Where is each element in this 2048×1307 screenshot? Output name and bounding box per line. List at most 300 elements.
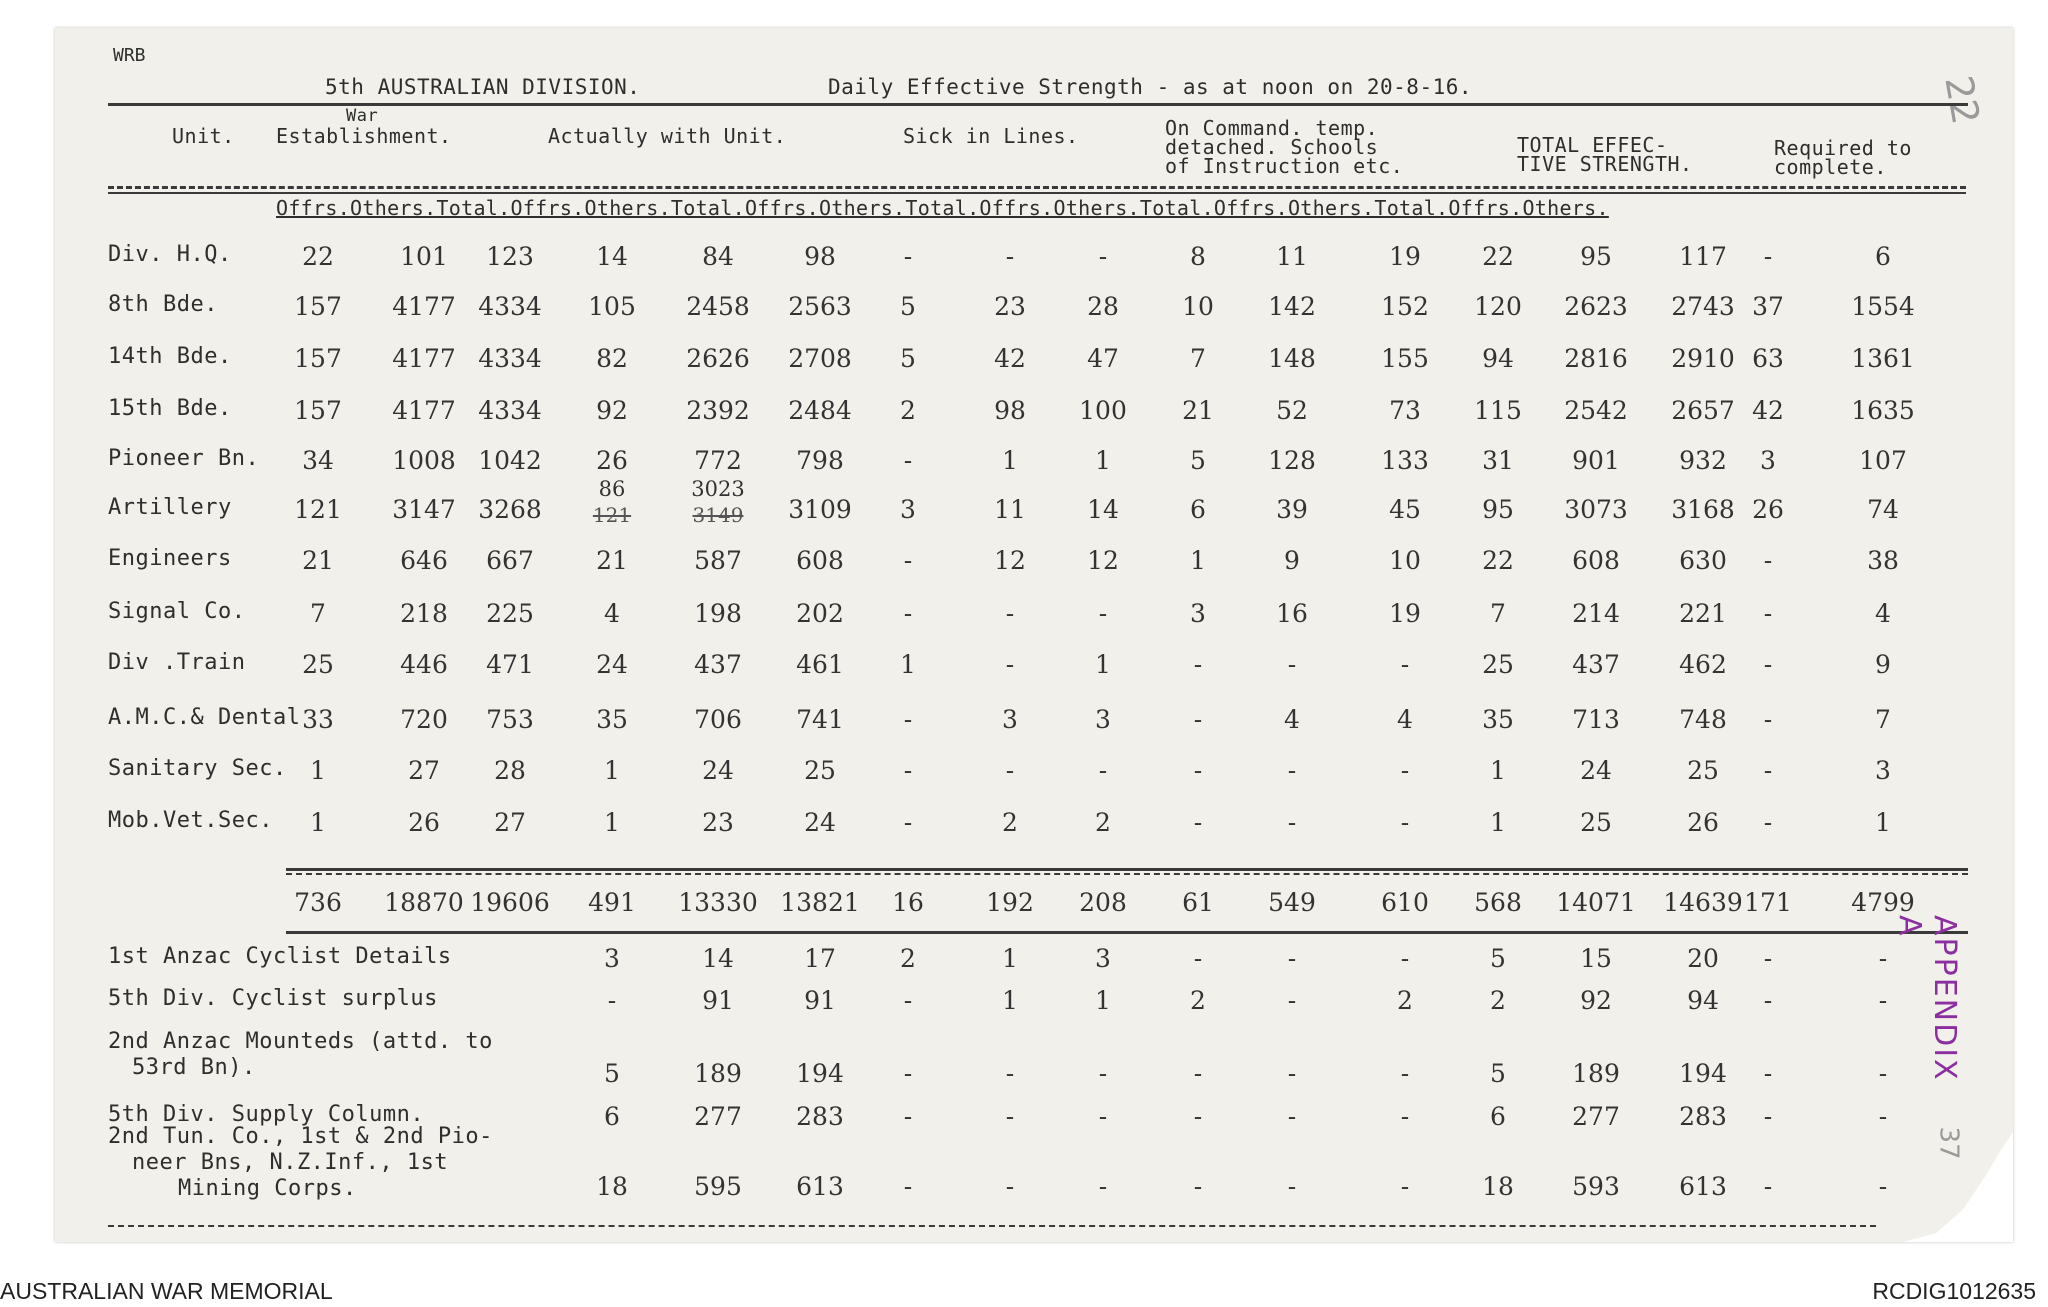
cell-value: 713 xyxy=(1572,705,1620,734)
cell-value: 2623 xyxy=(1564,292,1628,321)
cell-value: 11 xyxy=(994,495,1026,524)
bottom-rule xyxy=(108,1225,1876,1227)
cell-value: 2563 xyxy=(788,292,852,321)
totals-rule-bottom xyxy=(286,931,1968,934)
cell-value: 630 xyxy=(1679,546,1727,575)
cell-value: 3 xyxy=(1875,756,1891,785)
cell-value: 5 xyxy=(900,292,916,321)
cell-value: 608 xyxy=(1572,546,1620,575)
cell-value: 152 xyxy=(1381,292,1429,321)
attached-cell-value: 91 xyxy=(702,986,734,1015)
cell-value: 3 xyxy=(1190,599,1206,628)
cell-value: - xyxy=(1005,242,1015,271)
unit-label: Pioneer Bn. xyxy=(108,446,260,471)
cell-value: 148 xyxy=(1268,344,1316,373)
unit-label: Div. H.Q. xyxy=(108,242,232,267)
unit-label: Signal Co. xyxy=(108,599,246,624)
cell-value: - xyxy=(1005,756,1015,785)
attached-cell-value: - xyxy=(1400,944,1410,973)
attached-cell-value: 5 xyxy=(1490,944,1506,973)
attached-unit-label: 1st Anzac Cyclist Details xyxy=(108,944,452,969)
column-header-actual: Actually with Unit. xyxy=(548,124,787,148)
attached-unit-label: 53rd Bn). xyxy=(132,1055,256,1080)
cell-value: 107 xyxy=(1859,446,1907,475)
pencil-note: 37 xyxy=(1933,1126,1964,1160)
cell-value: - xyxy=(903,756,913,785)
total-value: 14639 xyxy=(1663,888,1743,917)
cell-value: - xyxy=(1193,808,1203,837)
attached-cell-value: 1 xyxy=(1002,986,1018,1015)
cell-value: 94 xyxy=(1482,344,1514,373)
total-value: 610 xyxy=(1381,888,1429,917)
attached-cell-value: 189 xyxy=(1572,1059,1620,1088)
cell-value: 2743 xyxy=(1671,292,1735,321)
cell-value: 608 xyxy=(796,546,844,575)
cell-value: 128 xyxy=(1268,446,1316,475)
cell-value: 45 xyxy=(1389,495,1421,524)
cell-value: 26 xyxy=(1687,808,1719,837)
cell-value: 198 xyxy=(694,599,742,628)
cell-value: 12 xyxy=(1087,546,1119,575)
attached-cell-value: - xyxy=(1878,1059,1888,1088)
attached-cell-value: - xyxy=(1400,1102,1410,1131)
totals-rule-top xyxy=(286,868,1968,871)
attached-cell-value: - xyxy=(1005,1059,1015,1088)
column-header-required: Required to xyxy=(1774,136,1912,160)
attached-cell-value: 18 xyxy=(1482,1172,1514,1201)
cell-value: 42 xyxy=(994,344,1026,373)
cell-value: 23 xyxy=(702,808,734,837)
cell-value: 2910 xyxy=(1671,344,1735,373)
column-header-command: detached. Schools xyxy=(1165,135,1379,159)
column-header-required: complete. xyxy=(1774,155,1887,179)
cell-value: - xyxy=(1763,599,1773,628)
cell-value: 142 xyxy=(1268,292,1316,321)
unit-label: Div .Train xyxy=(108,650,246,675)
attached-cell-value: - xyxy=(1763,1102,1773,1131)
cell-value: - xyxy=(1763,242,1773,271)
cell-value: - xyxy=(1287,650,1297,679)
cell-value: 120 xyxy=(1474,292,1522,321)
total-value: 16 xyxy=(892,888,924,917)
cell-value: 1 xyxy=(1095,650,1111,679)
cell-value: - xyxy=(903,599,913,628)
unit-label: Mob.Vet.Sec. xyxy=(108,808,273,833)
unit-label: Artillery xyxy=(108,495,232,520)
totals-rule-top-2 xyxy=(286,873,1968,875)
cell-value: 2484 xyxy=(788,396,852,425)
cell-value: 214 xyxy=(1572,599,1620,628)
cell-value: 1361 xyxy=(1851,344,1915,373)
cell-value: 9 xyxy=(1875,650,1891,679)
cell-value: 33 xyxy=(302,705,334,734)
cell-value: 2 xyxy=(1002,808,1018,837)
cell-value: 86 xyxy=(598,477,626,501)
attached-cell-value: - xyxy=(1287,1172,1297,1201)
attached-cell-value: 194 xyxy=(1679,1059,1727,1088)
cell-value: 4334 xyxy=(478,396,542,425)
attached-cell-value: 6 xyxy=(604,1102,620,1131)
cell-value: 63 xyxy=(1752,344,1784,373)
cell-value: 901 xyxy=(1572,446,1620,475)
column-header-war: War xyxy=(346,106,379,126)
attached-cell-value: - xyxy=(1763,1172,1773,1201)
attached-cell-value: 94 xyxy=(1687,986,1719,1015)
cell-value: 471 xyxy=(486,650,534,679)
cell-value: 157 xyxy=(294,396,342,425)
cell-value: 26 xyxy=(596,446,628,475)
attached-cell-value: 3 xyxy=(604,944,620,973)
attached-cell-value: 189 xyxy=(694,1059,742,1088)
cell-value: 4 xyxy=(1284,705,1300,734)
cell-value: 446 xyxy=(400,650,448,679)
attached-cell-value: 18 xyxy=(596,1172,628,1201)
cell-value: 31 xyxy=(1482,446,1514,475)
cell-value: 1008 xyxy=(392,446,456,475)
attached-cell-value: - xyxy=(1193,944,1203,973)
cell-value: 14 xyxy=(596,242,628,271)
cell-value: - xyxy=(1098,242,1108,271)
total-value: 171 xyxy=(1744,888,1792,917)
cell-value: 798 xyxy=(796,446,844,475)
cell-value: 11 xyxy=(1276,242,1308,271)
cell-value: 14 xyxy=(1087,495,1119,524)
attached-cell-value: - xyxy=(1763,986,1773,1015)
attached-cell-value: - xyxy=(1878,1172,1888,1201)
cell-value: 52 xyxy=(1276,396,1308,425)
footer-right: RCDIG1012635 xyxy=(1872,1278,2036,1304)
cell-value: 27 xyxy=(494,808,526,837)
column-header-unit: Unit. xyxy=(172,124,235,148)
cell-value: 26 xyxy=(408,808,440,837)
cell-value: 25 xyxy=(302,650,334,679)
cell-value: - xyxy=(1763,705,1773,734)
attached-cell-value: 5 xyxy=(1490,1059,1506,1088)
total-value: 568 xyxy=(1474,888,1522,917)
attached-cell-value: - xyxy=(1005,1102,1015,1131)
attached-cell-value: 1 xyxy=(1095,986,1111,1015)
total-value: 14071 xyxy=(1556,888,1636,917)
cell-value: 3147 xyxy=(392,495,456,524)
cell-value: 1554 xyxy=(1851,292,1915,321)
cell-value: - xyxy=(903,546,913,575)
cell-value: 4 xyxy=(604,599,620,628)
cell-value: 95 xyxy=(1482,495,1514,524)
attached-cell-value: - xyxy=(1287,944,1297,973)
cell-value: 74 xyxy=(1867,495,1899,524)
column-header-command: On Command. temp. xyxy=(1165,116,1379,140)
cell-value: 4 xyxy=(1397,705,1413,734)
cell-value: 437 xyxy=(694,650,742,679)
cell-value: 4334 xyxy=(478,292,542,321)
attached-cell-value: - xyxy=(903,986,913,1015)
column-header-effective: TOTAL EFFEC- xyxy=(1517,133,1668,157)
total-value: 61 xyxy=(1182,888,1214,917)
struck-value: 3149 xyxy=(692,503,744,527)
cell-value: 1042 xyxy=(478,446,542,475)
cell-value: 22 xyxy=(1482,242,1514,271)
attached-cell-value: 277 xyxy=(694,1102,742,1131)
cell-value: 21 xyxy=(596,546,628,575)
cell-value: 461 xyxy=(796,650,844,679)
cell-value: - xyxy=(1763,808,1773,837)
attached-cell-value: - xyxy=(1400,1172,1410,1201)
cell-value: 3109 xyxy=(788,495,852,524)
cell-value: 10 xyxy=(1389,546,1421,575)
attached-cell-value: 17 xyxy=(804,944,836,973)
attached-cell-value: - xyxy=(1193,1172,1203,1201)
cell-value: 157 xyxy=(294,292,342,321)
cell-value: 202 xyxy=(796,599,844,628)
cell-value: 22 xyxy=(1482,546,1514,575)
cell-value: 84 xyxy=(702,242,734,271)
attached-cell-value: 91 xyxy=(804,986,836,1015)
attached-cell-value: - xyxy=(1287,1102,1297,1131)
cell-value: - xyxy=(903,446,913,475)
column-header-war: Establishment. xyxy=(276,124,452,148)
cell-value: - xyxy=(903,808,913,837)
attached-cell-value: - xyxy=(903,1172,913,1201)
cell-value: 35 xyxy=(1482,705,1514,734)
cell-value: 4 xyxy=(1875,599,1891,628)
attached-cell-value: 283 xyxy=(796,1102,844,1131)
attached-cell-value: - xyxy=(1193,1102,1203,1131)
cell-value: 10 xyxy=(1182,292,1214,321)
cell-value: 221 xyxy=(1679,599,1727,628)
attached-unit-label: 5th Div. Cyclist surplus xyxy=(108,986,438,1011)
cell-value: 25 xyxy=(1482,650,1514,679)
cell-value: 8 xyxy=(1190,242,1206,271)
attached-cell-value: 194 xyxy=(796,1059,844,1088)
attached-cell-value: 14 xyxy=(702,944,734,973)
cell-value: 748 xyxy=(1679,705,1727,734)
attached-cell-value: 20 xyxy=(1687,944,1719,973)
cell-value: 5 xyxy=(1190,446,1206,475)
cell-value: 2708 xyxy=(788,344,852,373)
cell-value: 3268 xyxy=(478,495,542,524)
cell-value: 28 xyxy=(494,756,526,785)
cell-value: 2 xyxy=(1095,808,1111,837)
cell-value: 3 xyxy=(900,495,916,524)
cell-value: 720 xyxy=(400,705,448,734)
cell-value: 706 xyxy=(694,705,742,734)
cell-value: 47 xyxy=(1087,344,1119,373)
attached-cell-value: - xyxy=(1287,1059,1297,1088)
cell-value: 6 xyxy=(1190,495,1206,524)
cell-value: - xyxy=(1193,756,1203,785)
cell-value: 95 xyxy=(1580,242,1612,271)
cell-value: 646 xyxy=(400,546,448,575)
unit-label: 14th Bde. xyxy=(108,344,232,369)
header-rule xyxy=(108,186,1966,189)
total-value: 4799 xyxy=(1851,888,1915,917)
cell-value: 1 xyxy=(310,808,326,837)
cell-value: 25 xyxy=(1687,756,1719,785)
cell-value: 2626 xyxy=(686,344,750,373)
attached-cell-value: 92 xyxy=(1580,986,1612,1015)
cell-value: 4177 xyxy=(392,344,456,373)
cell-value: 3 xyxy=(1760,446,1776,475)
attached-cell-value: - xyxy=(1763,1059,1773,1088)
cell-value: - xyxy=(1287,808,1297,837)
cell-value: 37 xyxy=(1752,292,1784,321)
cell-value: 932 xyxy=(1679,446,1727,475)
total-value: 19606 xyxy=(470,888,550,917)
cell-value: - xyxy=(1193,705,1203,734)
attached-unit-label: 2nd Tun. Co., 1st & 2nd Pio- xyxy=(108,1124,493,1149)
unit-label: 8th Bde. xyxy=(108,292,218,317)
cell-value: 19 xyxy=(1389,599,1421,628)
cell-value: - xyxy=(1763,756,1773,785)
cell-value: 22 xyxy=(302,242,334,271)
cell-value: 7 xyxy=(1490,599,1506,628)
total-value: 736 xyxy=(294,888,342,917)
cell-value: 98 xyxy=(804,242,836,271)
total-value: 208 xyxy=(1079,888,1127,917)
attached-cell-value: - xyxy=(1098,1102,1108,1131)
cell-value: 19 xyxy=(1389,242,1421,271)
attached-unit-label: 5th Div. Supply Column. xyxy=(108,1102,425,1127)
cell-value: 26 xyxy=(1752,495,1784,524)
cell-value: 133 xyxy=(1381,446,1429,475)
cell-value: 1 xyxy=(900,650,916,679)
attached-cell-value: - xyxy=(1878,986,1888,1015)
cell-value: 25 xyxy=(804,756,836,785)
cell-value: 2816 xyxy=(1564,344,1628,373)
cell-value: 1 xyxy=(604,756,620,785)
cell-value: - xyxy=(1400,756,1410,785)
cell-value: 7 xyxy=(310,599,326,628)
unit-label: 15th Bde. xyxy=(108,396,232,421)
cell-value: 741 xyxy=(796,705,844,734)
cell-value: 157 xyxy=(294,344,342,373)
attached-cell-value: - xyxy=(1878,944,1888,973)
cell-value: 3 xyxy=(1095,705,1111,734)
struck-value: 121 xyxy=(592,503,632,527)
attached-cell-value: 2 xyxy=(1397,986,1413,1015)
cell-value: - xyxy=(1005,599,1015,628)
cell-value: 3168 xyxy=(1671,495,1735,524)
cell-value: 35 xyxy=(596,705,628,734)
attached-cell-value: 3 xyxy=(1095,944,1111,973)
cell-value: 115 xyxy=(1474,396,1522,425)
cell-value: 27 xyxy=(408,756,440,785)
cell-value: 225 xyxy=(486,599,534,628)
attached-cell-value: 613 xyxy=(1679,1172,1727,1201)
attached-unit-label: Mining Corps. xyxy=(178,1176,357,1201)
cell-value: 3073 xyxy=(1564,495,1628,524)
cell-value: 7 xyxy=(1190,344,1206,373)
cell-value: 92 xyxy=(596,396,628,425)
footer-left: AUSTRALIAN WAR MEMORIAL xyxy=(0,1278,333,1304)
cell-value: 155 xyxy=(1381,344,1429,373)
cell-value: 34 xyxy=(302,446,334,475)
unit-label: Sanitary Sec. xyxy=(108,756,287,781)
initials: WRB xyxy=(113,45,146,66)
cell-value: 667 xyxy=(486,546,534,575)
cell-value: - xyxy=(903,705,913,734)
cell-value: 7 xyxy=(1875,705,1891,734)
cell-value: 1 xyxy=(1095,446,1111,475)
attached-cell-value: 283 xyxy=(1679,1102,1727,1131)
cell-value: 437 xyxy=(1572,650,1620,679)
cell-value: - xyxy=(1005,650,1015,679)
cell-value: 1 xyxy=(1002,446,1018,475)
division-title: 5th AUSTRALIAN DIVISION. xyxy=(325,75,641,99)
attached-cell-value: 593 xyxy=(1572,1172,1620,1201)
cell-value: 753 xyxy=(486,705,534,734)
cell-value: 2542 xyxy=(1564,396,1628,425)
attached-cell-value: - xyxy=(1878,1102,1888,1131)
cell-value: 42 xyxy=(1752,396,1784,425)
cell-value: - xyxy=(1287,756,1297,785)
total-value: 491 xyxy=(588,888,636,917)
cell-value: 73 xyxy=(1389,396,1421,425)
cell-value: 24 xyxy=(804,808,836,837)
attached-cell-value: - xyxy=(607,986,617,1015)
cell-value: 5 xyxy=(900,344,916,373)
unit-label: A.M.C.& Dental xyxy=(108,705,301,730)
attached-cell-value: - xyxy=(1098,1059,1108,1088)
cell-value: - xyxy=(1400,808,1410,837)
cell-value: 39 xyxy=(1276,495,1308,524)
cell-value: 9 xyxy=(1284,546,1300,575)
cell-value: 772 xyxy=(694,446,742,475)
cell-value: 24 xyxy=(596,650,628,679)
attached-cell-value: - xyxy=(1400,1059,1410,1088)
cell-value: 98 xyxy=(994,396,1026,425)
cell-value: - xyxy=(1098,599,1108,628)
cell-value: 16 xyxy=(1276,599,1308,628)
header-rule-2 xyxy=(108,192,1966,194)
cell-value: 1 xyxy=(1490,756,1506,785)
cell-value: 3023 xyxy=(691,477,745,501)
cell-value: 2657 xyxy=(1671,396,1735,425)
attached-cell-value: 15 xyxy=(1580,944,1612,973)
attached-cell-value: - xyxy=(1193,1059,1203,1088)
cell-value: 4177 xyxy=(392,396,456,425)
total-value: 13821 xyxy=(780,888,860,917)
cell-value: 24 xyxy=(1580,756,1612,785)
cell-value: 21 xyxy=(1182,396,1214,425)
cell-value: 23 xyxy=(994,292,1026,321)
subheader-row: Offrs.Others.Total.Offrs.Others.Total.Offrs.Others.Total.Offrs.Others.Total.Offrs.Others.Total.Offrs.Others. xyxy=(276,196,1609,220)
cell-value: 121 xyxy=(294,495,342,524)
attached-cell-value: 595 xyxy=(694,1172,742,1201)
column-header-command: of Instruction etc. xyxy=(1165,154,1404,178)
attached-unit-label: 2nd Anzac Mounteds (attd. to xyxy=(108,1029,493,1054)
attached-cell-value: - xyxy=(1098,1172,1108,1201)
cell-value: 2392 xyxy=(686,396,750,425)
top-rule xyxy=(108,103,1968,106)
cell-value: 1635 xyxy=(1851,396,1915,425)
cell-value: - xyxy=(1763,546,1773,575)
cell-value: 101 xyxy=(400,242,448,271)
attached-cell-value: 2 xyxy=(1190,986,1206,1015)
appendix-stamp: APPENDIX A xyxy=(1892,915,1962,1082)
unit-label: Engineers xyxy=(108,546,232,571)
attached-cell-value: - xyxy=(903,1059,913,1088)
attached-cell-value: 1 xyxy=(1002,944,1018,973)
cell-value: 1 xyxy=(604,808,620,837)
cell-value: 1 xyxy=(1190,546,1206,575)
attached-cell-value: 6 xyxy=(1490,1102,1506,1131)
cell-value: 3 xyxy=(1002,705,1018,734)
report-title: Daily Effective Strength - as at noon on 20-8-16. xyxy=(828,75,1473,99)
cell-value: 123 xyxy=(486,242,534,271)
cell-value: 100 xyxy=(1079,396,1127,425)
cell-value: 117 xyxy=(1679,242,1727,271)
